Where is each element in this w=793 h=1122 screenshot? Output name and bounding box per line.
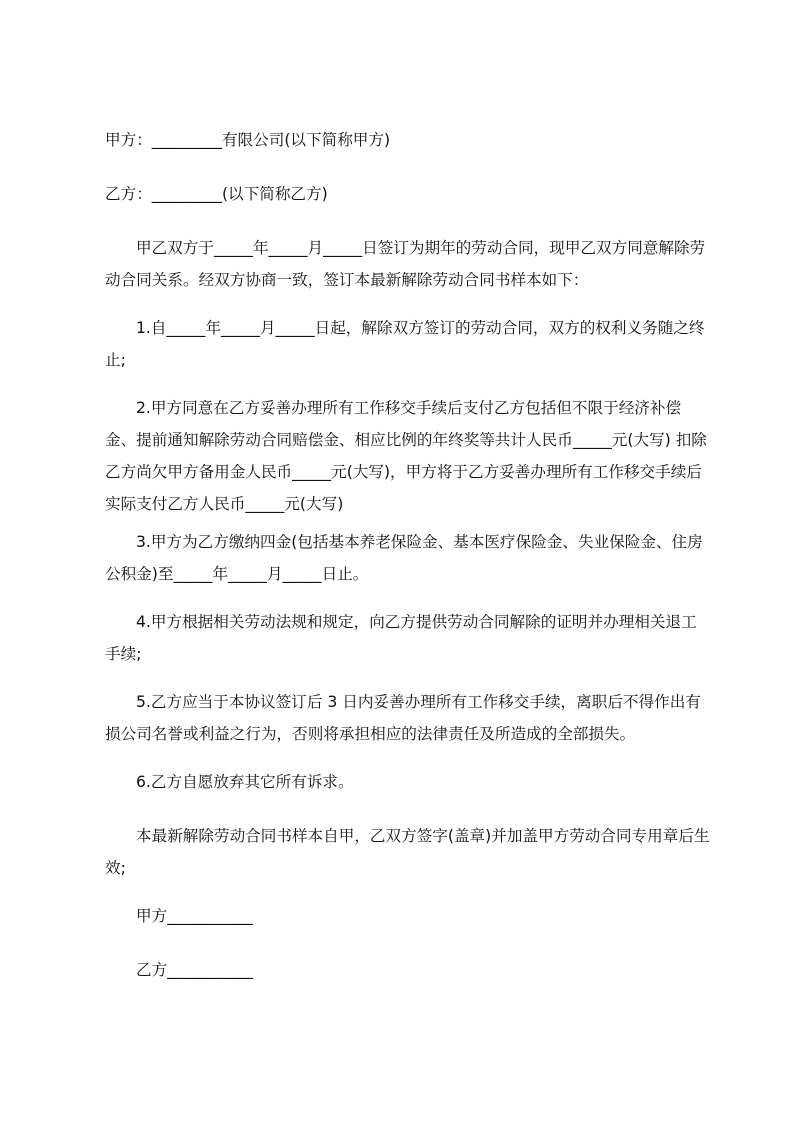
signature-party-a: 甲方___________ xyxy=(136,907,253,925)
clause-3: 3.甲方为乙方缴纳四金(包括基本养老保险金、基本医疗保险金、失业保险金、住房公积金)至_____年_____月_____日止。 xyxy=(105,533,703,583)
clause-5: 5.乙方应当于本协议签订后 3 日内妥善办理所有工作移交手续，离职后不得作出有损公司名誉或利益之行为，否则将承担相应的法律责任及所造成的全部损失。 xyxy=(105,693,701,743)
clause-4: 4.甲方根据相关劳动法规和规定，向乙方提供劳动合同解除的证明并办理相关退工手续; xyxy=(105,613,697,663)
clause-2: 2.甲方同意在乙方妥善办理所有工作移交手续后支付乙方包括但不限于经济补偿金、提前通知解除劳动合同赔偿金、相应比例的年终奖等共计人民币_____元(大写) 扣除乙方尚欠甲方备用金人民币_____元(大写)，甲方将于乙方妥善办理所有工作移交手续后实际支付乙方人民币_____元(大写) xyxy=(105,399,707,513)
party-a-line: 甲方：_________有限公司(以下简称甲方) xyxy=(105,131,391,149)
intro-paragraph: 甲乙双方于_____年_____月_____日签订为期年的劳动合同，现甲乙双方同意解除劳动合同关系。经双方协商一致，签订本最新解除劳动合同书样本如下： xyxy=(105,239,706,289)
clause-6: 6.乙方自愿放弃其它所有诉求。 xyxy=(136,773,354,791)
signature-party-b: 乙方___________ xyxy=(136,961,253,979)
effective-clause: 本最新解除劳动合同书样本自甲，乙双方签字(盖章)并加盖甲方劳动合同专用章后生效; xyxy=(105,827,710,877)
party-b-line: 乙方：_________(以下简称乙方) xyxy=(105,185,328,203)
clause-1: 1.自_____年_____月_____日起，解除双方签订的劳动合同，双方的权利义务随之终止; xyxy=(105,319,705,369)
